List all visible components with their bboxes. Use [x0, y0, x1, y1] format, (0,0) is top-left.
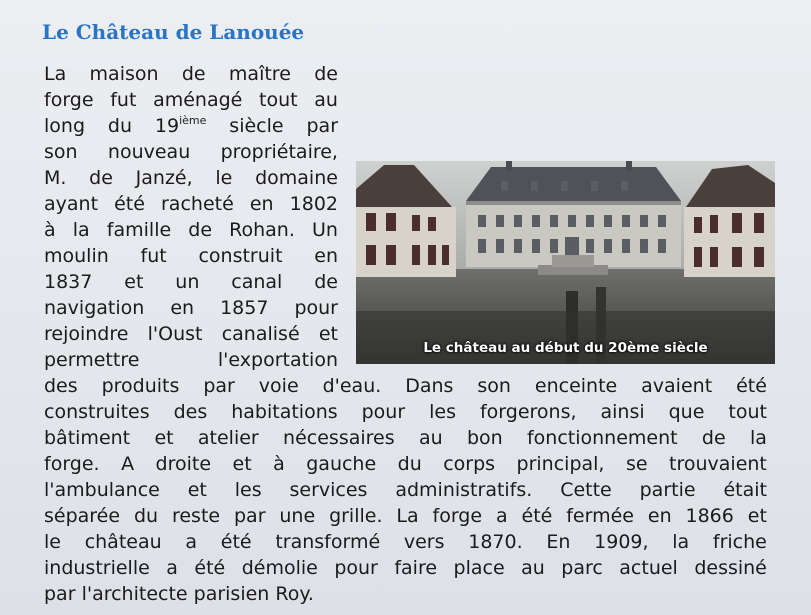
word: l'ambulance — [44, 479, 160, 501]
text-line — [44, 581, 767, 607]
word: de — [181, 63, 206, 85]
word: le — [215, 167, 233, 189]
word: avaient — [641, 375, 713, 397]
word: de — [701, 427, 726, 449]
word: forge. — [44, 453, 100, 475]
article-body — [44, 61, 767, 607]
word: transformé — [275, 531, 381, 553]
word: château — [84, 531, 162, 553]
word: au — [521, 557, 545, 579]
word: permettre — [44, 349, 140, 371]
word: Janzé, — [135, 167, 193, 189]
text-line — [44, 529, 767, 555]
text-line — [44, 165, 338, 191]
word: pour — [334, 557, 378, 579]
word: la — [672, 531, 690, 553]
word: corps — [443, 453, 496, 475]
superscript: ième — [179, 114, 207, 127]
word: reste — [171, 505, 221, 527]
word: d'eau. — [322, 375, 382, 397]
word: aménagé — [153, 89, 243, 111]
word: gauche — [306, 453, 377, 475]
text-line — [44, 269, 338, 295]
word: parisien — [193, 583, 270, 605]
word: propriétaire, — [220, 141, 338, 163]
word: famille — [106, 219, 172, 241]
word: atelier — [197, 427, 259, 449]
word: bâtiment — [44, 427, 131, 449]
word: rejoindre — [44, 323, 129, 345]
word: par — [306, 115, 338, 137]
word: moulin — [44, 245, 109, 267]
word: son — [477, 375, 511, 397]
text-line — [44, 321, 338, 347]
word: ayant — [44, 193, 99, 215]
word: des — [173, 401, 208, 423]
page-title: Le Château de Lanouée — [42, 20, 305, 44]
word: dessiné — [694, 557, 767, 579]
word: ainsi — [600, 401, 645, 423]
word: droite — [155, 453, 212, 475]
text-line — [44, 113, 338, 139]
word: était — [723, 479, 767, 501]
word: et — [232, 453, 252, 475]
word: canalisé — [221, 323, 300, 345]
word: bon — [466, 427, 503, 449]
word: le — [44, 531, 61, 553]
word: forgerons, — [479, 401, 577, 423]
word: démolie — [241, 557, 318, 579]
word: a — [166, 557, 178, 579]
word: maison — [89, 63, 159, 85]
word: 1870. — [468, 531, 523, 553]
text-line — [44, 295, 338, 321]
text-line — [44, 555, 767, 581]
word: enceinte — [534, 375, 618, 397]
word: par — [233, 505, 266, 527]
word: et — [124, 271, 144, 293]
word: tout — [728, 401, 767, 423]
word: au — [418, 427, 443, 449]
word: actuel — [619, 557, 678, 579]
word: Rohan. — [229, 219, 295, 241]
word: de — [314, 271, 338, 293]
text-line — [44, 425, 767, 451]
word: nécessaires — [283, 427, 395, 449]
word: forge — [44, 89, 94, 111]
word: l'architecte — [81, 583, 188, 605]
word: Cette — [560, 479, 612, 501]
word: parc — [561, 557, 603, 579]
word: par — [44, 583, 76, 605]
word: A — [121, 453, 135, 475]
text-line — [44, 451, 767, 477]
word: à — [44, 219, 56, 241]
word: services — [289, 479, 368, 501]
word: friche — [712, 531, 767, 553]
text-line — [44, 61, 338, 87]
word: Roy. — [275, 583, 314, 605]
word: des — [44, 375, 78, 397]
word: grille. — [329, 505, 383, 527]
word: nouveau — [107, 141, 191, 163]
word: canal — [231, 271, 283, 293]
word: pour — [361, 401, 406, 423]
word: fut — [110, 89, 137, 111]
word: été — [736, 375, 767, 397]
word: fonctionnement — [526, 427, 678, 449]
word: 1837 — [44, 271, 93, 293]
word: 1909, — [594, 531, 649, 553]
word: son — [44, 141, 78, 163]
word: en — [314, 245, 338, 267]
word: En — [546, 531, 571, 553]
word: a — [185, 531, 198, 553]
text-line — [44, 347, 338, 373]
word: se — [625, 453, 648, 475]
text-line — [44, 191, 338, 217]
text-line — [44, 399, 767, 425]
word: de — [89, 167, 113, 189]
text-line — [44, 477, 767, 503]
word: forge — [432, 505, 483, 527]
word: 1866 — [685, 505, 734, 527]
word: produits — [101, 375, 180, 397]
word: industrielle — [44, 557, 150, 579]
word: Dans — [405, 375, 454, 397]
word: par — [203, 375, 235, 397]
word: été — [220, 531, 252, 553]
word: habitations — [231, 401, 338, 423]
photo-caption: Le château au début du 20ème siècle — [423, 340, 708, 356]
word: La — [396, 505, 419, 527]
word: du — [397, 453, 422, 475]
text-line — [44, 139, 338, 165]
word: 1802 — [289, 193, 338, 215]
word: en — [647, 505, 672, 527]
word: siècle — [229, 115, 284, 137]
word: un — [175, 271, 200, 293]
word: pour — [294, 297, 338, 319]
word: du — [133, 505, 159, 527]
word: long — [44, 115, 86, 137]
word: place — [453, 557, 505, 579]
text-line — [44, 373, 767, 399]
word: en — [249, 193, 274, 215]
word: fermée — [566, 505, 634, 527]
word: et — [154, 427, 174, 449]
word: 1857 — [220, 297, 269, 319]
word: été — [521, 505, 553, 527]
word: de — [314, 63, 338, 85]
text-line — [44, 217, 338, 243]
word: a — [495, 505, 508, 527]
word: Un — [312, 219, 338, 241]
word: les — [234, 479, 262, 501]
word: été — [114, 193, 145, 215]
word: l'Oust — [147, 323, 203, 345]
word: principal, — [516, 453, 605, 475]
word: et — [187, 479, 207, 501]
word: domaine — [255, 167, 338, 189]
word: les — [429, 401, 457, 423]
word: racheté — [161, 193, 234, 215]
word: M. — [44, 167, 67, 189]
word: la — [72, 219, 90, 241]
text-line — [44, 243, 338, 269]
word: séparée — [44, 505, 121, 527]
word: une — [279, 505, 316, 527]
word: tout — [259, 89, 298, 111]
word: la — [749, 427, 767, 449]
word: administratifs. — [395, 479, 533, 501]
word: en — [170, 297, 195, 319]
word: 19ième — [154, 114, 207, 137]
word: partie — [639, 479, 696, 501]
word: fut — [140, 245, 167, 267]
word: voie — [258, 375, 299, 397]
word: maître — [228, 63, 291, 85]
word: que — [668, 401, 705, 423]
word: l'exportation — [217, 349, 338, 371]
word: et — [747, 505, 767, 527]
word: du — [107, 115, 133, 137]
text-line — [44, 503, 767, 529]
word: au — [314, 89, 338, 111]
word: été — [194, 557, 226, 579]
text-line — [44, 87, 338, 113]
word: navigation — [44, 297, 145, 319]
word: construit — [198, 245, 283, 267]
word: construites — [44, 401, 150, 423]
word: vers — [403, 531, 445, 553]
word: de — [188, 219, 213, 241]
word: trouvaient — [669, 453, 767, 475]
word: La — [44, 63, 67, 85]
word: faire — [394, 557, 438, 579]
word: et — [318, 323, 338, 345]
word: à — [273, 453, 285, 475]
